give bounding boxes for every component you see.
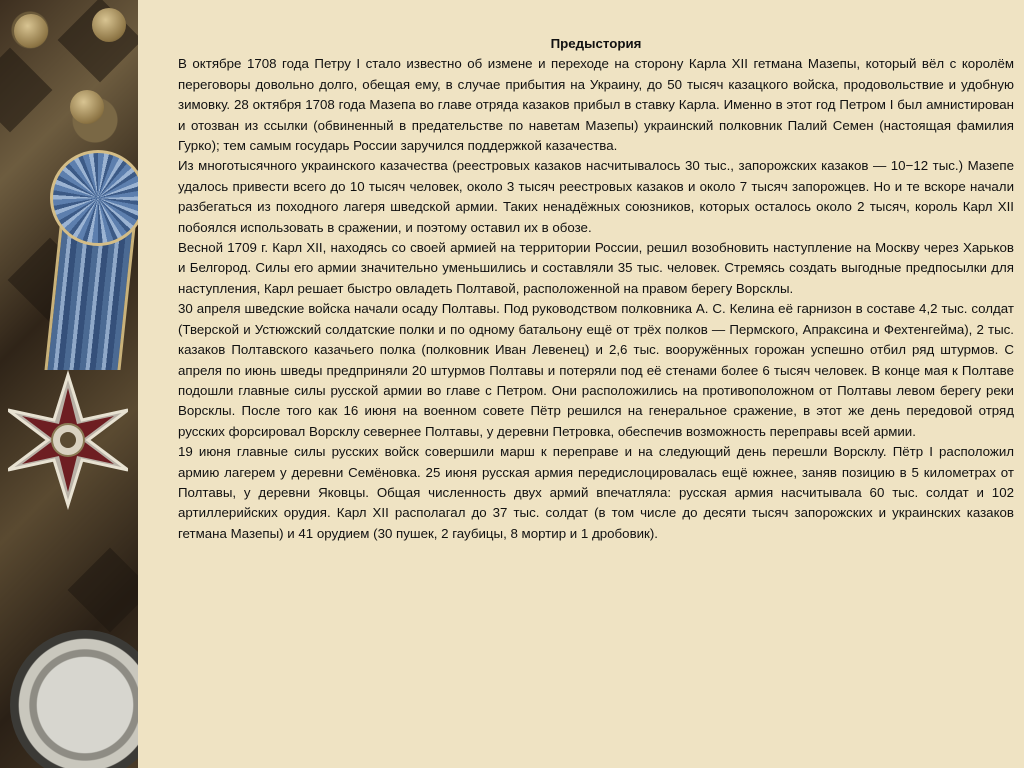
brass-button-icon <box>14 14 48 48</box>
decorative-medal-collage <box>0 0 138 768</box>
paragraph: Из многотысячного украинского казачества (реестровых казаков насчитывалось 30 тыс., запорожских казаков — 10−12 тыс.) Мазепе удалось привести всего до 10 тысяч человек, около 3 тысяч реестровых казаков и около 7 тысяч запорожцев. Но и те вскоре начали разбегаться из походного лагеря шведской армии. Таких ненадёжных союзников, которых осталось около 2 тысяч, король Карл XII побоялся использовать в сражении, и поэтому оставил их в обозе. <box>178 158 1014 235</box>
medal-rosette-icon <box>50 150 138 246</box>
compass-icon <box>10 630 138 768</box>
page-title: Предыстория <box>550 36 642 51</box>
paragraph: 30 апреля шведские войска начали осаду Полтавы. Под руководством полковника А. С. Келина её гарнизон в составе 4,2 тыс. солдат (Тверской и Устюжский солдатские полки и по одному батальону ещё от трёх полков — Пермского, Апраксина и Фехтенгейма), 2 тыс. казаков Полтавского казачьего полка (полковник Иван Левенец) и 2,6 тыс. вооружённых горожан успешно отбил ряд штурмов. С апреля по июнь шведы предприняли 20 штурмов Полтавы и потеряли под её стенами более 6 тысяч человек. В конце мая к Полтаве подошли главные силы русской армии во главе с Петром. Они расположились на противоположном от Полтавы левом берегу реки Ворсклы. После того как 16 июня на военном совете Пётр решился на генеральное сражение, в этот же день передовой отряд русских форсировал Ворсклу севернее Полтавы, у деревни Петровка, обеспечив возможность переправы всей армии. <box>178 301 1014 439</box>
order-cross-icon <box>8 370 128 510</box>
brass-button-icon <box>70 90 104 124</box>
article <box>178 34 1014 544</box>
paragraph: 19 июня главные силы русских войск совершили марш к переправе и на следующий день перешли Ворсклу. Пётр I расположил армию лагерем у деревни Семёновка. 25 июня русская армия передислоцировалась ещё южнее, заняв позицию в 5 километрах от Полтавы, у деревни Яковцы. Общая численность двух армий впечатляла: русская армия насчитывала 60 тыс. солдат и 102 артиллерийских орудия. Карл XII располагал до 37 тыс. солдат (в том числе до десяти тысяч запорожских и украинских казаков гетмана Мазепы) и 41 орудием (30 пушек, 2 гаубицы, 8 мортир и 1 дробовик). <box>178 444 1014 541</box>
brass-button-icon <box>92 8 126 42</box>
paragraph: В октябре 1708 года Петру I стало известно об измене и переходе на сторону Карла XII гетмана Мазепы, который вёл с королём переговоры довольно долго, обещая ему, в случае прибытия на Украину, до 50 тысяч казацкого войска, продовольствие и удобную зимовку. 28 октября 1708 года Мазепа во главе отряда казаков прибыл в ставку Карла. Именно в этот год Петром I был амнистирован и отозван из ссылки (обвиненный в предательстве по наветам Мазепы) украинский полковник Палий Семен (настоящая фамилия Гурко); тем самым государь России заручился поддержкой казачества. <box>178 56 1014 154</box>
paragraph: Весной 1709 г. Карл XII, находясь со своей армией на территории России, решил возобновить наступление на Москву через Харьков и Белгород. Силы его армии значительно уменьшились и составляли 35 тыс. человек. Стремясь создать выгодные предпосылки для наступления, Карл решает быстро овладеть Полтавой, расположенной на правом берегу Ворсклы. <box>178 240 1014 296</box>
